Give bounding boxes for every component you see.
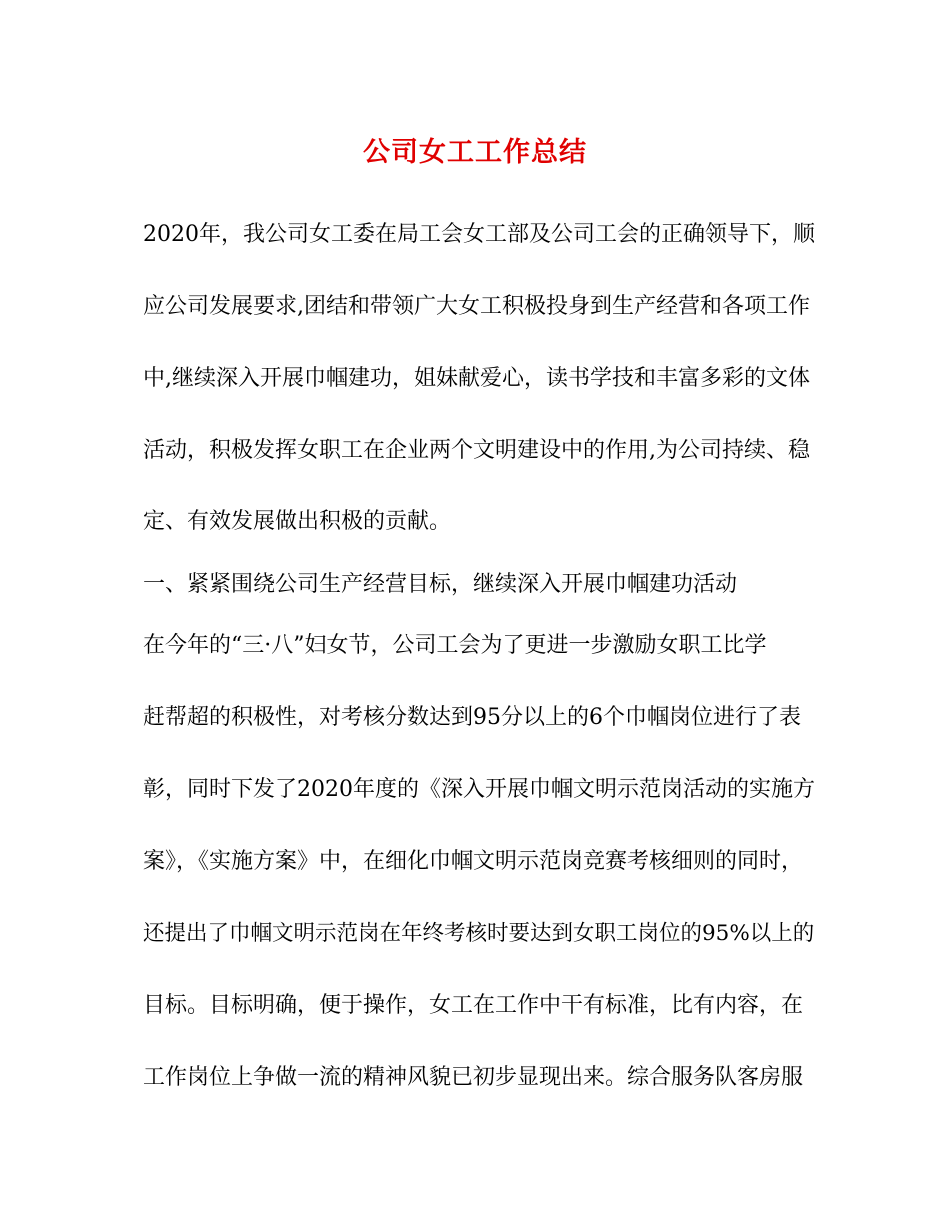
paragraph-2-line-1: 在今年的“三·八”妇女节，公司工会为了更进一步激励女职工比学 xyxy=(143,633,767,658)
document-title: 公司女工工作总结 xyxy=(363,137,587,168)
paragraph-2-line-2: 赶帮超的积极性，对考核分数达到95分以上的6个巾帼岗位进行了表 xyxy=(143,705,801,730)
paragraph-1-line-3: 中,继续深入开展巾帼建功，姐妹献爱心，读书学技和丰富多彩的文体 xyxy=(143,366,810,391)
paragraph-1-line-1: 2020年，我公司女工委在局工会女工部及公司工会的正确领导下，顺 xyxy=(143,222,815,247)
paragraph-1-line-2: 应公司发展要求,团结和带领广大女工积极投身到生产经营和各项工作 xyxy=(143,294,810,319)
paragraph-2-line-3: 彰，同时下发了2020年度的《深入开展巾帼文明示范岗活动的实施方 xyxy=(143,777,815,802)
paragraph-2-line-6: 目标。目标明确，便于操作，女工在工作中干有标准，比有内容，在 xyxy=(143,993,804,1018)
paragraph-2-line-7: 工作岗位上争做一流的精神风貌已初步显现出来。综合服务队客房服 xyxy=(143,1065,804,1090)
section-heading-1: 一、紧紧围绕公司生产经营目标，继续深入开展巾帼建功活动 xyxy=(143,572,738,597)
paragraph-1-line-4: 活动，积极发挥女职工在企业两个文明建设中的作用,为公司持续、稳 xyxy=(143,438,810,463)
paragraph-1-line-5: 定、有效发展做出积极的贡献。 xyxy=(143,509,452,534)
paragraph-2-line-5: 还提出了巾帼文明示范岗在年终考核时要达到女职工岗位的95%以上的 xyxy=(143,921,815,946)
paragraph-2-line-4: 案》，《实施方案》中，在细化巾帼文明示范岗竞赛考核细则的同时， xyxy=(143,849,804,874)
